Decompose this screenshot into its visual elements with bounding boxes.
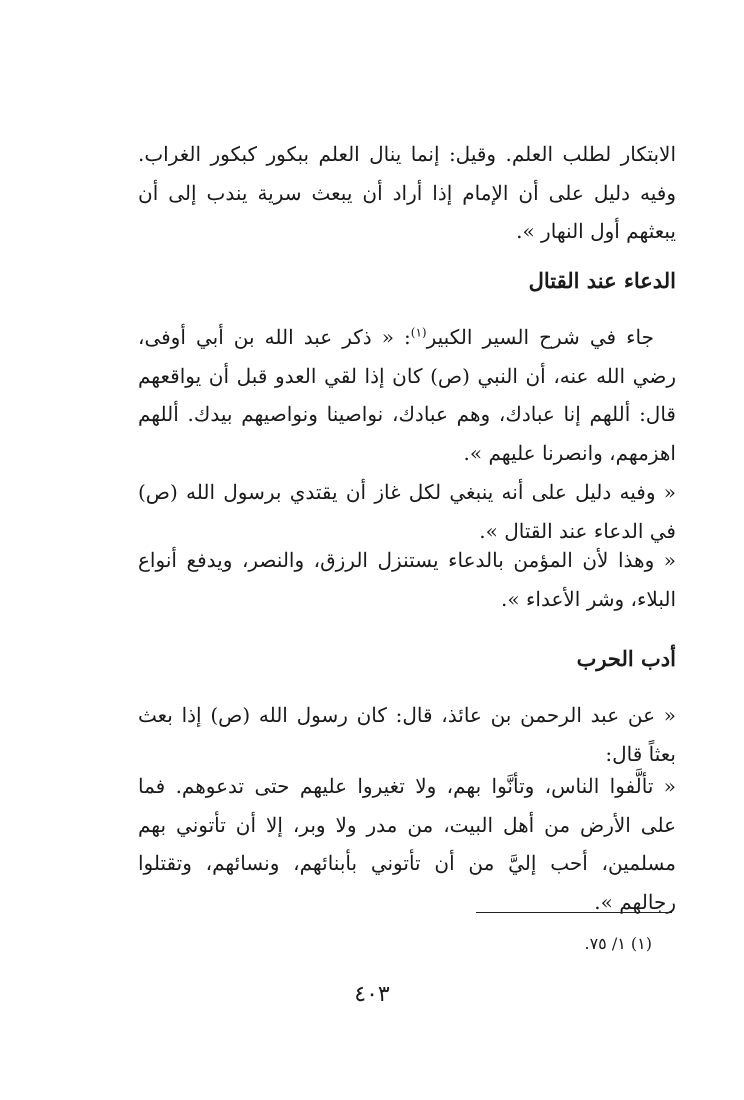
paragraph-prayer-benefits: « وهذا لأن المؤمن بالدعاء يستنزل الرزق، والنصر، ويدفع أنواع البلاء، وشر الأعداء ». [138,548,676,611]
paragraph-early-dispatch: الابتكار لطلب العلم. وقيل: إنما ينال العلم ببكور كبكور الغراب. وفيه دليل على أن الإمام إذا أراد أن يبعث سرية يندب إلى أن يبعثهم أول النهار ». [138,142,676,243]
footnote-divider [476,912,672,913]
page-number: ٤٠٣ [354,982,390,1007]
footnote-reference-mark: (١) [410,325,427,340]
paragraph-prophet-instruction: « تألَّفوا الناس، وتأنَّوا بهم، ولا تغيروا عليهم حتى تدعوهم. فما على الأرض من أهل البيت، من مدر ولا وبر، إلا أن تأتوني بهم مسلمين، أحب إليَّ من أن تأتوني بأبنائهم، ونسائهم، وتقتلوا رجالهم ». [138,774,676,914]
paragraph-text-rest: : « ذكر عبد الله بن أبي أوفى، رضي الله عنه، أن النبي (ص) كان إذا لقي العدو قبل أن يواقعهم قال: أللهم إنا عبادك، وهم عبادك، نواصينا ونواصيهم بيدك. أللهم اهزمهم، وانصرنا عليهم ». [138,325,676,465]
heading-prayer-at-battle: الدعاء عند القتال [528,268,676,293]
footnote-text: (١) ١/ ٧٥. [584,934,652,953]
heading-etiquette-of-war: أدب الحرب [576,646,676,671]
paragraph-following-prophet: « وفيه دليل على أنه ينبغي لكل غاز أن يقتدي برسول الله (ص) في الدعاء عند القتال ». [138,480,676,543]
paragraph-sharh-al-siyar-quote [138,318,676,472]
paragraph-abdulrahman-narration: « عن عبد الرحمن بن عائذ، قال: كان رسول الله (ص) إذا بعث بعثاً قال: [138,703,676,766]
paragraph-text-start: جاء في شرح السير الكبير [426,325,654,349]
